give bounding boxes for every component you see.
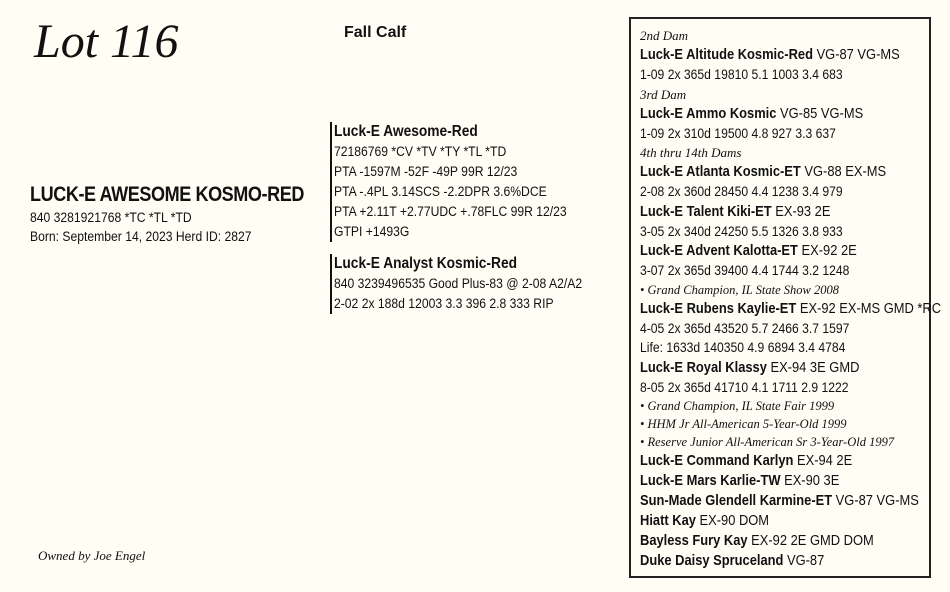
owner-credit: Owned by Joe Engel bbox=[38, 548, 146, 563]
production-record: 1-09 2x 365d 19810 5.1 1003 3.4 683 bbox=[640, 67, 843, 82]
dam-generation-label: 3rd Dam bbox=[640, 86, 687, 102]
award-note: • HHM Jr All-American 5-Year-Old 1999 bbox=[640, 417, 847, 431]
ancestor-name-text: Duke Daisy Spruceland bbox=[640, 552, 784, 569]
maternal-line-box bbox=[629, 17, 942, 578]
ancestor-name-text: Luck-E Royal Klassy bbox=[640, 358, 767, 376]
sire-line: GTPI +1493G bbox=[334, 224, 410, 239]
ancestor-name bbox=[640, 45, 900, 65]
dam-generation-label: 2nd Dam bbox=[640, 28, 689, 43]
sire-line: PTA -1597M -52F -49P 99R 12/23 bbox=[334, 164, 518, 179]
production-record: Life: 1633d 140350 4.9 6894 3.4 4784 bbox=[640, 340, 846, 355]
production-record: 3-05 2x 340d 24250 5.5 1326 3.8 933 bbox=[640, 223, 843, 239]
award-note: • Grand Champion, IL State Show 2008 bbox=[640, 282, 839, 297]
dam-line: 840 3239496535 Good Plus-83 @ 2-08 A2/A2 bbox=[334, 276, 583, 291]
production-record: 3-07 2x 365d 39400 4.4 1744 3.2 1248 bbox=[640, 263, 850, 278]
award-note: • Reserve Junior All-American Sr 3-Year-Old 1997 bbox=[640, 435, 895, 449]
production-record: 8-05 2x 365d 41710 4.1 1711 2.9 1222 bbox=[640, 379, 849, 395]
ancestor-name-text: Luck-E Talent Kiki-ET bbox=[640, 202, 772, 220]
pedigree bbox=[330, 122, 610, 314]
ancestor-name-text: Bayless Fury Kay bbox=[640, 532, 748, 549]
animal-info bbox=[30, 182, 349, 246]
sire-block bbox=[330, 122, 610, 242]
animal-birth-herd: Born: September 14, 2023 Herd ID: 2827 bbox=[30, 229, 252, 244]
ancestor-name bbox=[640, 531, 889, 551]
calf-type: Fall Calf bbox=[344, 24, 407, 41]
ancestor-classification: VG-87 VG-MS bbox=[812, 46, 900, 63]
ancestor-name-text: Luck-E Altitude Kosmic-Red bbox=[640, 46, 813, 63]
ancestor-name-text: Hiatt Kay bbox=[640, 512, 696, 529]
sire-line: 72186769 *CV *TV *TY *TL *TD bbox=[334, 144, 507, 159]
ancestor-name bbox=[640, 358, 889, 378]
ancestor-classification: EX-90 DOM bbox=[695, 512, 770, 529]
ancestor-classification: EX-94 3E GMD bbox=[766, 358, 860, 376]
sire-line: PTA +2.11T +2.77UDC +.78FLC 99R 12/23 bbox=[334, 204, 567, 219]
ancestor-name-text: Luck-E Mars Karlie-TW bbox=[640, 472, 781, 489]
production-record: 1-09 2x 310d 19500 4.8 927 3.3 637 bbox=[640, 125, 836, 141]
award-note: • Grand Champion, IL State Fair 1999 bbox=[640, 399, 835, 413]
sire-name: Luck-E Awesome-Red bbox=[334, 123, 478, 140]
production-record: 4-05 2x 365d 43520 5.7 2466 3.7 1597 bbox=[640, 320, 850, 336]
ancestor-name bbox=[640, 241, 889, 261]
ancestor-classification: EX-94 2E bbox=[793, 452, 853, 469]
ancestor-name bbox=[640, 491, 919, 511]
ancestor-classification: EX-93 2E bbox=[771, 202, 831, 220]
ancestor-classification: EX-90 3E bbox=[780, 472, 840, 489]
ancestor-classification: EX-92 2E GMD DOM bbox=[747, 532, 874, 549]
ancestor-classification: VG-87 bbox=[783, 552, 825, 569]
ancestor-name bbox=[640, 551, 889, 571]
ancestor-classification: VG-88 EX-MS bbox=[800, 163, 887, 180]
dam-details bbox=[334, 274, 610, 314]
ancestor-name bbox=[640, 104, 889, 124]
ancestor-name-text: Luck-E Ammo Kosmic bbox=[640, 104, 777, 122]
ancestor-name bbox=[640, 451, 889, 471]
animal-name: LUCK-E AWESOME KOSMO-RED bbox=[30, 183, 304, 206]
ancestor-classification: EX-92 2E bbox=[797, 242, 857, 259]
dam-block bbox=[330, 254, 610, 314]
ancestor-name-text: Luck-E Atlanta Kosmic-ET bbox=[640, 163, 801, 180]
animal-registration: 840 3281921768 *TC *TL *TD bbox=[30, 210, 192, 225]
ancestor-name-text: Luck-E Command Karlyn bbox=[640, 452, 794, 469]
ancestor-name-text: Luck-E Rubens Kaylie-ET bbox=[640, 299, 797, 317]
sire-line: PTA -.4PL 3.14SCS -2.2DPR 3.6%DCE bbox=[334, 184, 547, 199]
ancestor-classification: VG-87 VG-MS bbox=[832, 492, 919, 509]
ancestor-classification: EX-92 EX-MS GMD *RC bbox=[796, 299, 942, 317]
dam-name: Luck-E Analyst Kosmic-Red bbox=[334, 255, 518, 272]
ancestor-name bbox=[640, 471, 889, 491]
ancestor-name bbox=[640, 202, 889, 222]
ancestor-name-text: Sun-Made Glendell Karmine-ET bbox=[640, 492, 833, 509]
production-record: 2-08 2x 360d 28450 4.4 1238 3.4 979 bbox=[640, 184, 843, 199]
sire-details bbox=[334, 142, 610, 242]
dam-line: 2-02 2x 188d 12003 3.3 396 2.8 333 RIP bbox=[334, 296, 554, 311]
lot-title: Lot 116 bbox=[34, 15, 179, 68]
ancestor-name-text: Luck-E Advent Kalotta-ET bbox=[640, 242, 798, 259]
dam-generation-label: 4th thru 14th Dams bbox=[640, 145, 742, 160]
ancestor-name bbox=[640, 299, 942, 319]
ancestor-name bbox=[640, 162, 889, 182]
ancestor-classification: VG-85 VG-MS bbox=[776, 104, 864, 122]
ancestor-name bbox=[640, 511, 889, 531]
